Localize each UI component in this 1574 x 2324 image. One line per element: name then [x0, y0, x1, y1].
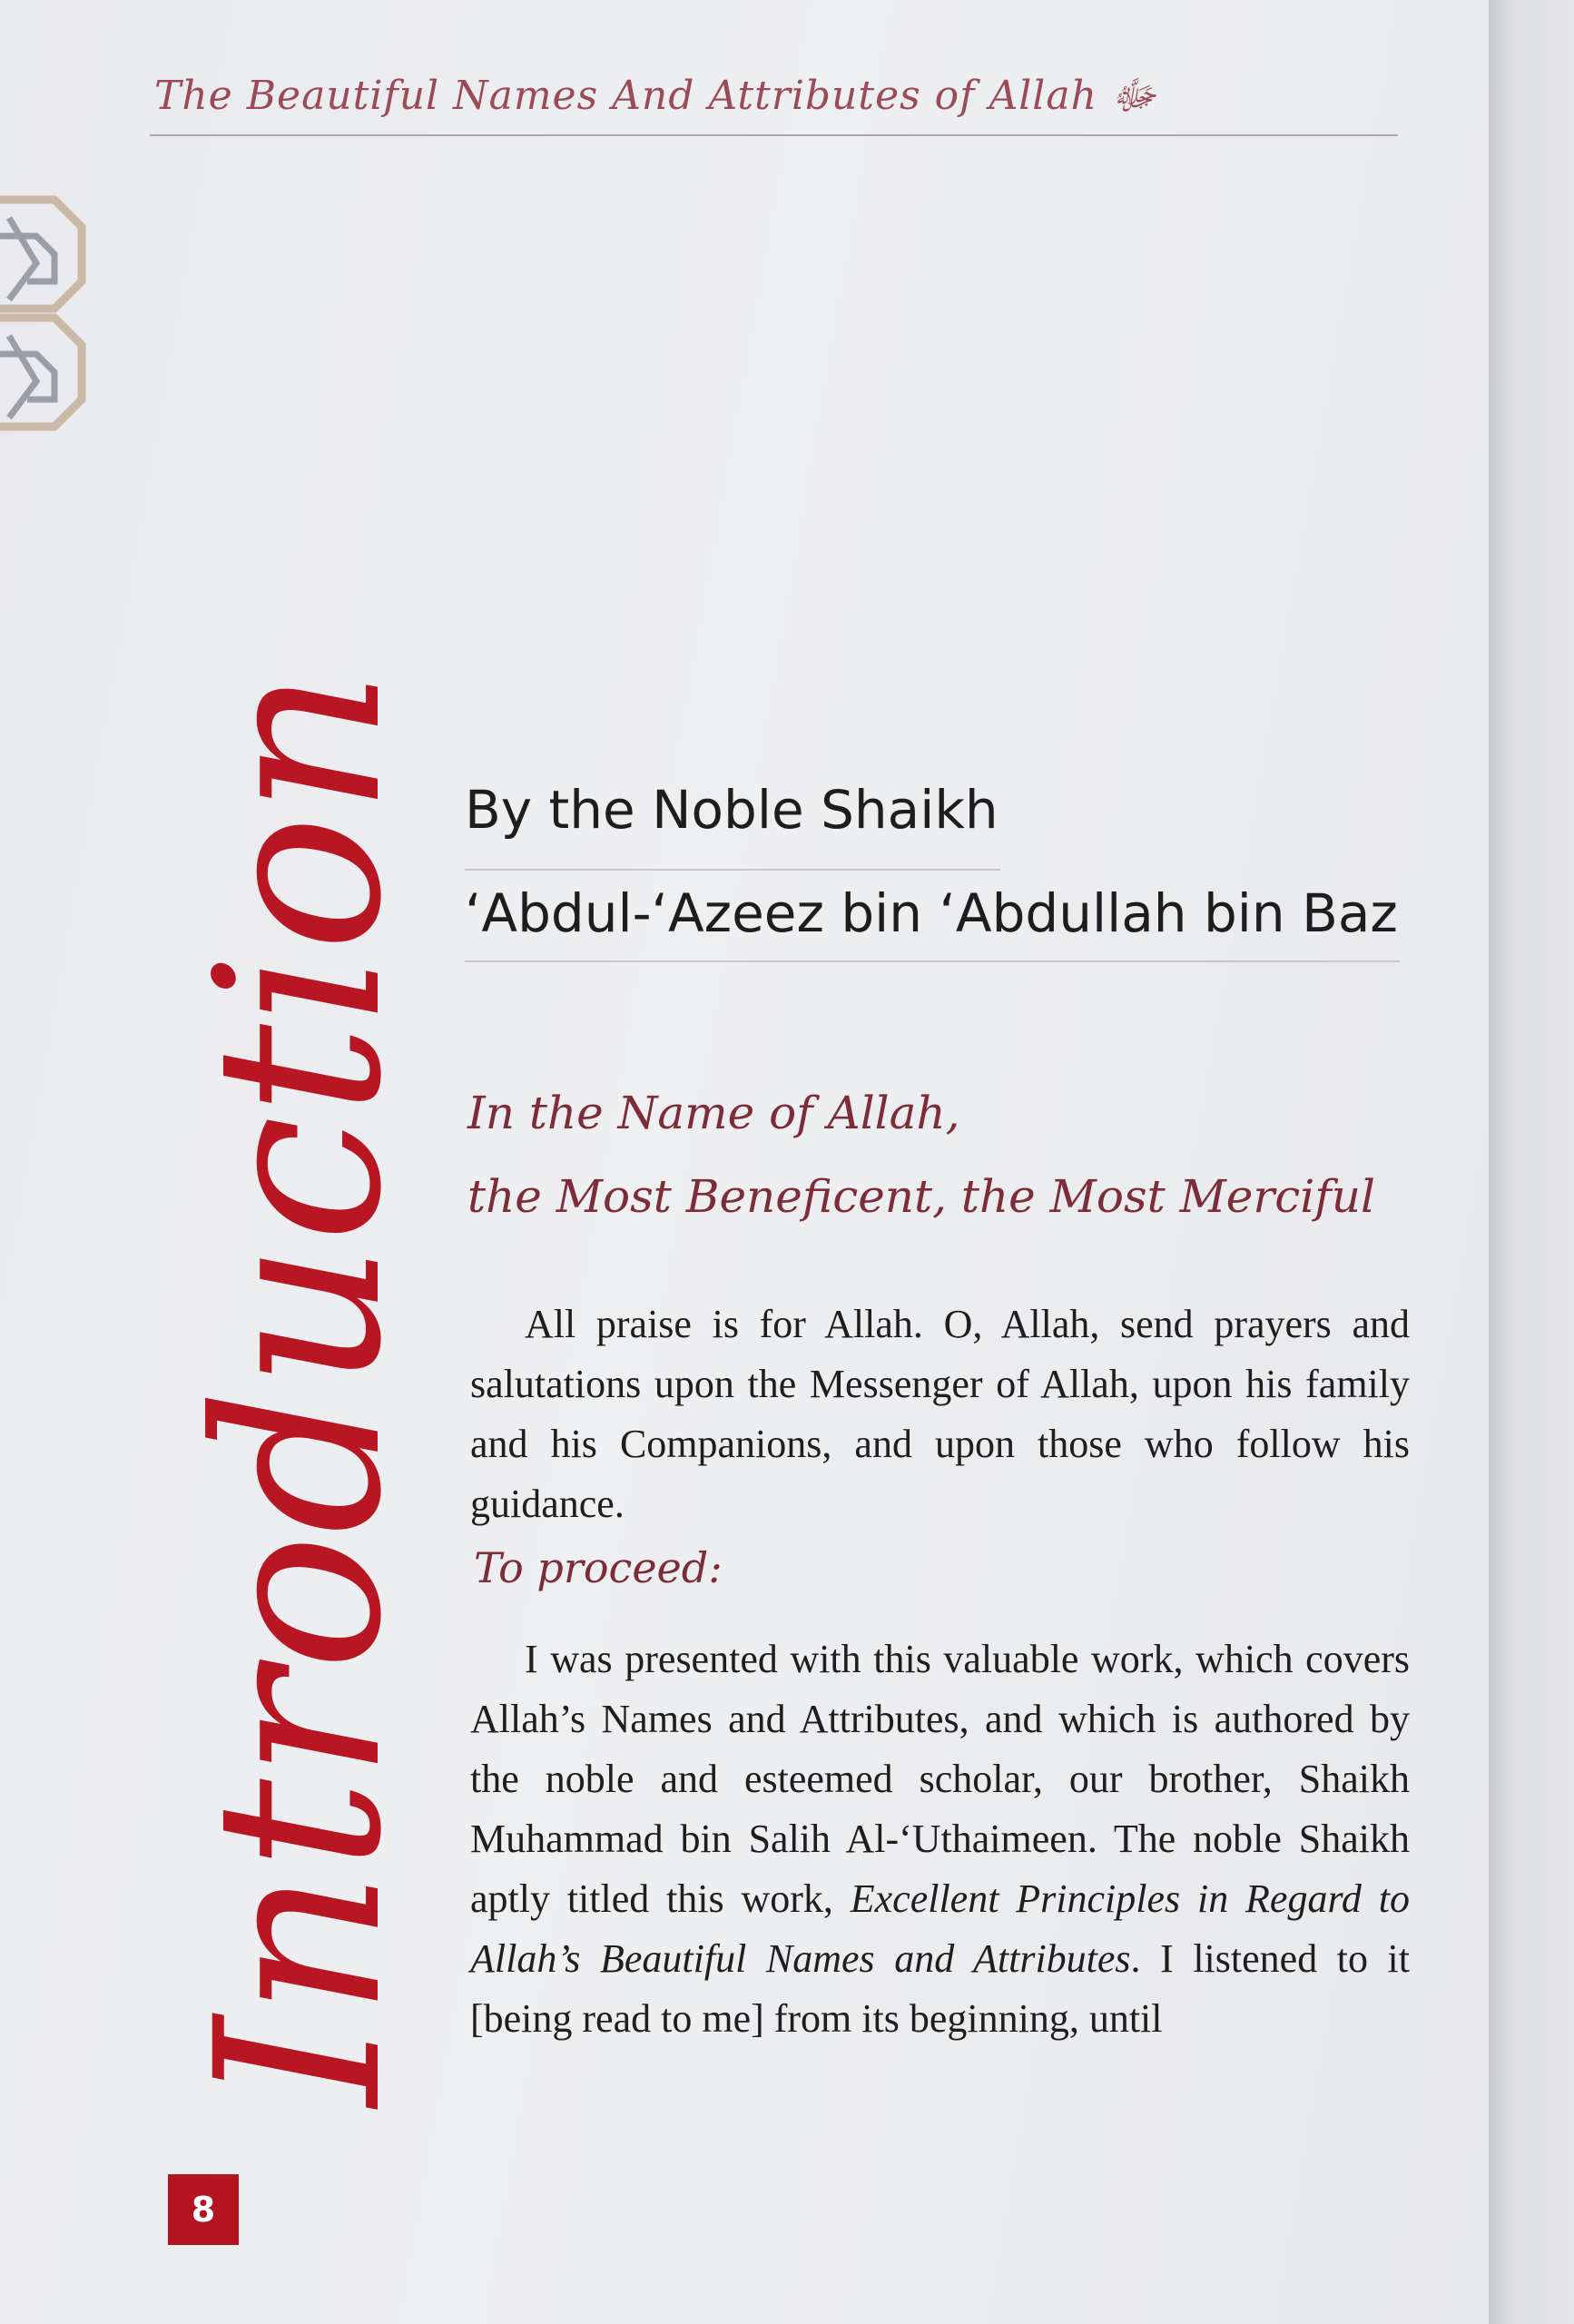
author-rule: [465, 960, 1400, 962]
paragraph-2-text-before: I was presented with this valuable work, which covers Allah’s Names and Attributes, and which is authored by the noble and esteemed scholar, our brother, Shaikh Muhammad bin Salih Al-‘Uthaimeen. The noble Shaikh aptly titled this work,: [470, 1637, 1410, 1921]
header-rule: [150, 134, 1398, 136]
paragraph-1-text: All praise is for Allah. O, Allah, send prayers and salutations upon the Messenger of Allah, upon his family and his Companions, and upon those who follow his guidance.: [470, 1302, 1410, 1526]
paragraph-2: [470, 1630, 1410, 2049]
to-proceed-heading: To proceed:: [474, 1543, 723, 1592]
byline-rule: [465, 869, 1000, 871]
basmala-line-1: In the Name of Allah,: [467, 1087, 960, 1139]
page-edge: [1489, 0, 1574, 2324]
paragraph-2-text-after: . I listened to it [being read to me] from its beginning, until: [470, 1936, 1411, 2041]
paragraph-1: [470, 1295, 1410, 1534]
book-title-italic: Excellent Principles in Regard to Allah’s Beautiful Names and Attributes: [470, 1876, 1410, 1981]
basmala: [467, 1071, 1375, 1238]
byline: By the Noble Shaikh: [465, 779, 999, 841]
chapter-title-vertical: Introduction: [167, 668, 431, 2106]
basmala-line-2: the Most Beneficent, the Most Merciful: [467, 1170, 1375, 1223]
page-number: 8: [168, 2174, 239, 2245]
author-name: ‘Abdul-‘Azeez bin ‘Abdullah bin Baz: [465, 882, 1398, 944]
running-head: The Beautiful Names And Attributes of Allah ﷻ: [154, 73, 1156, 119]
geometric-ornament-icon: [0, 182, 86, 436]
